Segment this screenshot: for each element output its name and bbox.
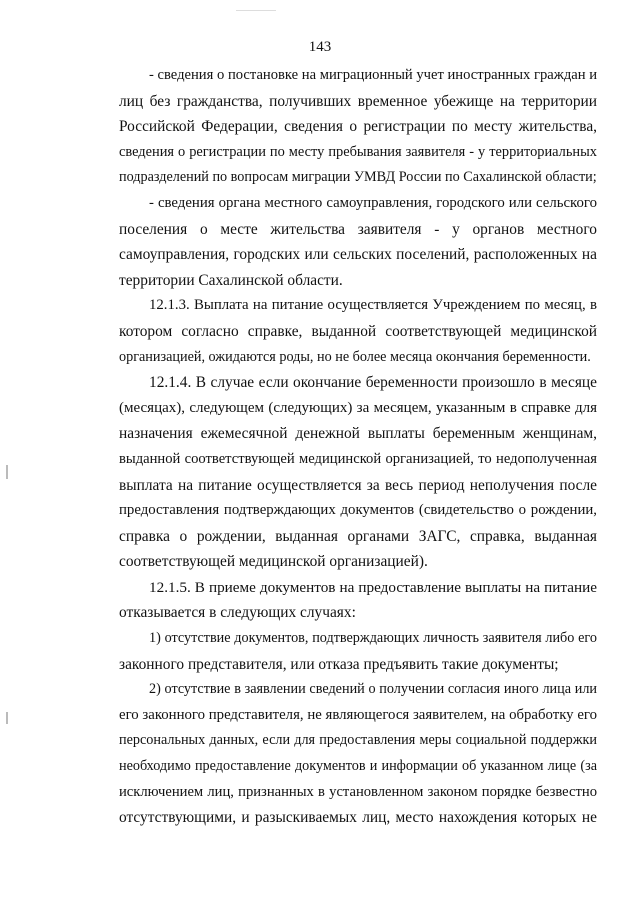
text-line: (месяцах), следующем (следующих) за месяцем, указанным в справке для <box>119 399 597 416</box>
text-line: 1) отсутствие документов, подтверждающих личность заявителя либо его <box>149 630 597 647</box>
text-line: котором согласно справке, выданной соответствующей медицинской <box>119 322 597 340</box>
text-line: сведения о регистрации по месту пребывания заявителя - у территориальных <box>119 143 597 160</box>
text-line: самоуправления, городских или сельских поселений, расположенных на <box>119 246 597 264</box>
text-line: - сведения о постановке на миграционный учет иностранных граждан и <box>149 67 597 83</box>
text-line: выданной соответствующей медицинской организацией, то недополученная <box>119 450 597 467</box>
text-line: 12.1.3. Выплата на питание осуществляется Учреждением по месяц, в <box>149 297 597 314</box>
text-line: необходимо предоставление документов и информации об указанном лице (за <box>119 758 597 775</box>
scan-artifact <box>236 10 276 11</box>
text-line: персональных данных, если для предоставления меры социальной поддержки <box>119 732 597 749</box>
text-line: его законного представителя, не являющегося заявителем, на обработку его <box>119 706 597 723</box>
text-line: 12.1.5. В приеме документов на предоставление выплаты на питание <box>149 578 597 596</box>
text-line: 2) отсутствие в заявлении сведений о получении согласия иного лица или <box>149 681 597 698</box>
text-line: лиц без гражданства, получивших временное убежище на территории <box>119 92 597 110</box>
scan-artifact <box>6 465 8 479</box>
text-line: соответствующей медицинской организацией). <box>119 553 428 571</box>
page-number: 143 <box>308 39 332 55</box>
text-line: назначения ежемесячной денежной выплаты беременным женщинам, <box>119 425 597 443</box>
text-line: подразделений по вопросам миграции УМВД России по Сахалинской области; <box>119 169 597 186</box>
text-line: территории Сахалинской области. <box>119 271 343 289</box>
document-body <box>119 63 597 831</box>
text-line: организацией, ожидаются роды, но не более месяца окончания беременности. <box>119 348 591 365</box>
text-line: исключением лиц, признанных в установленном законом порядке безвестно <box>119 783 597 800</box>
scan-artifact <box>6 712 8 724</box>
text-line: законного представителя, или отказа предъявить такие документы; <box>119 655 559 673</box>
text-line: - сведения органа местного самоуправления, городского или сельского <box>149 194 597 211</box>
text-line: справка о рождении, выданная органами ЗАГС, справка, выданная <box>119 527 597 545</box>
text-line: поселения о месте жительства заявителя - у органов местного <box>119 220 597 238</box>
text-line: предоставления подтверждающих документов (свидетельство о рождении, <box>119 502 597 519</box>
text-line: Российской Федерации, сведения о регистрации по месту жительства, <box>119 118 597 136</box>
text-line: 12.1.4. В случае если окончание беременности произошло в месяце <box>149 374 597 392</box>
text-line: отсутствующими, и разыскиваемых лиц, место нахождения которых не <box>119 809 597 827</box>
text-line: выплата на питание осуществляется за весь период неполучения после <box>119 476 597 494</box>
text-line: отказывается в следующих случаях: <box>119 604 356 622</box>
